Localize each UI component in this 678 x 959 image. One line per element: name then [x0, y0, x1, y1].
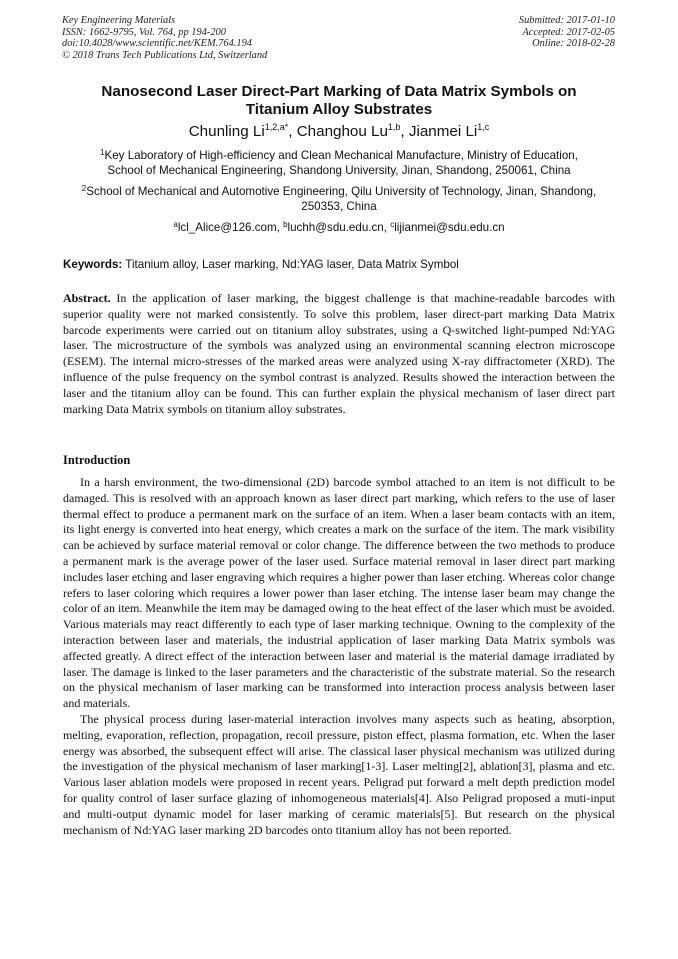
author-list: Chunling $Li^{1,2,a*}$, Changhou Lu$^{1,b}$, Jianmei Li$^{1,c}$ — [188, 122, 490, 140]
abstract — [63, 291, 615, 417]
author-affiliation-marker: 1,b — [387, 122, 401, 132]
email-address[interactable]: lijianmei@sdu.edu.cn — [394, 221, 505, 234]
affiliation-line: School of Mechanical Engineering, Shandong University, Jinan, Shandong, 250061, China — [107, 164, 571, 178]
affiliation-line: Key Laboratory of High-efficiency and Clean Mechanical Manufacture, Ministry of Education, — [104, 149, 578, 162]
author-affiliation-marker: 1,2,a* — [264, 122, 289, 132]
journal-doi[interactable]: doi:10.4028/www.scientific.net/KEM.764.194 — [62, 38, 252, 50]
email-address[interactable]: luchh@sdu.edu.cn — [287, 221, 384, 234]
affiliation-line: School of Mechanical and Automotive Engineering, Qilu University of Technology, Jinan, Shandong, — [86, 185, 597, 198]
author-name: Changhou Lu — [296, 123, 388, 140]
email-address[interactable]: lcl_Alice@126.com — [177, 221, 277, 234]
paper-title — [40, 83, 638, 119]
publication-dates — [519, 15, 615, 50]
online-date: Online: 2018-02-28 — [532, 38, 615, 50]
accepted-date: Accepted: 2017-02-05 — [522, 26, 615, 38]
email-marker: b — [283, 220, 288, 229]
abstract-label: Abstract. — [63, 291, 111, 305]
journal-issn: ISSN: 1662-9795, Vol. 764, pp 194-200 — [62, 26, 226, 38]
submitted-date: Submitted: 2017-01-10 — [518, 15, 615, 26]
paper-title-line-2: Titanium Alloy Substrates — [245, 101, 433, 118]
section-heading-introduction: Introduction — [63, 453, 131, 467]
author-name: Jianmei Li — [408, 123, 478, 140]
author-affiliation-marker: 1,c — [477, 122, 490, 132]
email-list: $^a$lcl_Alice@126.com, $^b$luchh@sdu.edu.cn, $^c$lijianmei@sdu.edu.cn — [173, 220, 505, 234]
journal-name: Key Engineering Materials — [62, 15, 176, 26]
affiliation-1 — [55, 148, 623, 179]
keywords — [63, 257, 616, 272]
paragraph: The physical process during laser-material interaction involves many aspects such as heating, absorption, melting, evaporation, reflection, propagation, recoil pressure, piston effect, plasma formation, etc. When the laser energy was absorbed, the subsequent effect will arise. The classical laser physical mechanism was utilized during the investigation of the physical mechanism of laser marking[1-3]. Laser melting[2], ablation[3], plasma and etc. Various laser ablation models were proposed in recent years. Peligrad put forward a melt depth prediction model for quality control of laser surface glazing of inhomogeneous materials[4]. Also Peligrad proposed a muti-input and multi-output dynamic model for laser marking of ceramic materials[5]. But research on the physical mechanism of Nd:YAG laser marking 2D barcodes onto titanium alloy has not been reported. — [63, 711, 615, 837]
keywords-label: Keywords: — [63, 258, 123, 271]
email-marker: c — [390, 220, 395, 229]
paper-title-line-1: Nanosecond Laser Direct-Part Marking of Data Matrix Symbols on — [101, 83, 577, 100]
affiliation-line: 250353, China — [301, 200, 377, 214]
introduction-body — [63, 475, 615, 838]
journal-copyright: © 2018 Trans Tech Publications Ltd, Switzerland — [62, 49, 268, 61]
journal-header — [62, 15, 267, 61]
author-name: Chunling Li — [188, 123, 265, 140]
abstract-text: In the application of laser marking, the biggest challenge is that machine-readable barcodes with superior quality were not marked consistently. To solve this problem, laser direct-part marking Data Matrix barcode experiments were carried out on titanium alloy substrates, using a Q-switched light-pumped Nd:YAG laser. The microstructure of the symbols was analyzed using an environmental scanning electron microscope (ESEM). The internal micro-stresses of the marked areas were analyzed using X-ray diffractometer (XRD). The influence of the pulse frequency on the symbol contrast is analyzed. Results showed the interaction between the laser and the titanium alloy can be found. This can further explain the physical mechanism of laser direct part marking Data Matrix symbols on titanium alloy substrates. — [63, 291, 615, 416]
email-marker: a — [173, 220, 178, 229]
paragraph: In a harsh environment, the two-dimensional (2D) barcode symbol attached to an item is not difficult to be damaged. This is resolved with an approach known as laser direct part marking, which refers to the use of laser thermal effect to produce a permanent mark on the surface of an item. When a laser beam contacts with an item, its light energy is converted into heat energy, which creates a mark on the surface of the item. The mark visibility can be achieved by surface material removal or color change. The difference between the two methods to produce a permanent mark is the average power of the laser used. Surface material removal in laser direct part marking includes laser etching and laser engraving which requires a higher power than laser etching. Whereas color change refers to laser coloring which requires a lower power than laser etching. The intense laser beam may change the color of an item. Meanwhile the item may be damaged owing to the heat effect of the laser which must be avoided. Various materials may react differently to each type of laser marking technique. Owning to the complexity of the interaction between laser and materials, the industrial application of laser marking Data Matrix symbols was affected greatly. A direct effect of the interaction between laser and material is the material damage irradiated by laser. The damage is linked to the laser parameters and the characteristic of the substrate material. So the research on the physical mechanism of laser marking can be transformed into interaction process analysis between laser and materials. — [63, 475, 615, 711]
affiliation-marker: 2 — [81, 184, 87, 193]
keywords-text: Titanium alloy, Laser marking, Nd:YAG laser, Data Matrix Symbol — [125, 258, 459, 271]
affiliation-2 — [55, 184, 623, 215]
affiliation-marker: 1 — [100, 148, 105, 157]
